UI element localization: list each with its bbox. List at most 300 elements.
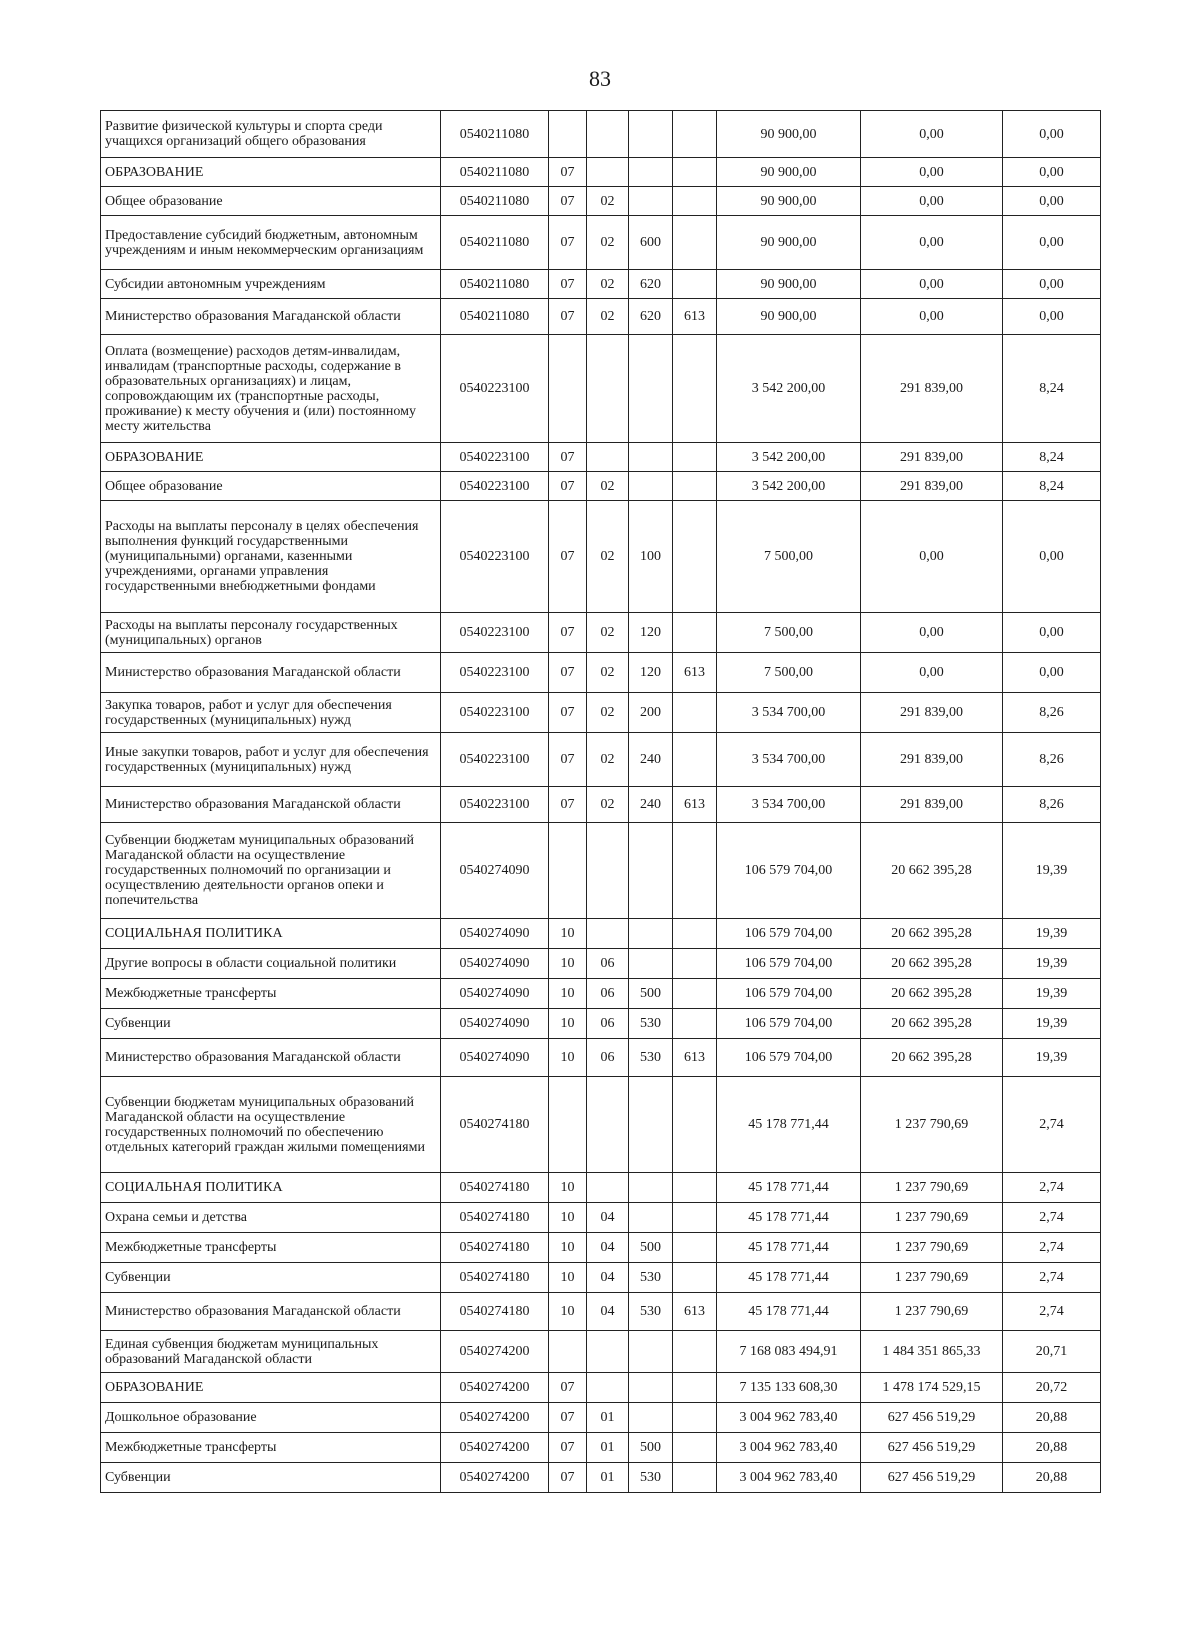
subsection-code: 01 [587, 1403, 629, 1433]
target-article-code: 0540274180 [441, 1263, 549, 1293]
subsection-code: 06 [587, 1009, 629, 1039]
execution-percent: 19,39 [1003, 949, 1101, 979]
administrator-code [673, 472, 717, 501]
row-name: Оплата (возмещение) расходов детям-инвалидам, инвалидам (транспортные расходы, содержание в образовательных организациях) и лицам, сопровождающим их (транспортные расходы, проживание) к месту обучения и (или) постоянному месту жительства [101, 335, 441, 443]
execution-percent: 20,71 [1003, 1331, 1101, 1373]
target-article-code: 0540223100 [441, 653, 549, 693]
administrator-code [673, 1403, 717, 1433]
executed-amount: 20 662 395,28 [861, 949, 1003, 979]
executed-amount: 1 237 790,69 [861, 1263, 1003, 1293]
table-row [101, 1433, 1101, 1463]
table-row [101, 979, 1101, 1009]
executed-amount: 1 237 790,69 [861, 1293, 1003, 1331]
planned-amount: 3 542 200,00 [717, 443, 861, 472]
section-code: 10 [549, 949, 587, 979]
planned-amount: 106 579 704,00 [717, 1009, 861, 1039]
administrator-code: 613 [673, 1293, 717, 1331]
planned-amount: 3 004 962 783,40 [717, 1433, 861, 1463]
execution-percent: 8,26 [1003, 787, 1101, 823]
subsection-code [587, 1373, 629, 1403]
planned-amount: 106 579 704,00 [717, 823, 861, 919]
row-name: Единая субвенция бюджетам муниципальных образований Магаданской области [101, 1331, 441, 1373]
table-row [101, 1077, 1101, 1173]
row-name: Иные закупки товаров, работ и услуг для обеспечения государственных (муниципальных) нужд [101, 733, 441, 787]
planned-amount: 3 534 700,00 [717, 693, 861, 733]
administrator-code [673, 443, 717, 472]
executed-amount: 0,00 [861, 299, 1003, 335]
expense-type-code: 500 [629, 979, 673, 1009]
execution-percent: 20,88 [1003, 1463, 1101, 1493]
expense-type-code: 620 [629, 270, 673, 299]
subsection-code [587, 823, 629, 919]
administrator-code [673, 1077, 717, 1173]
execution-percent: 0,00 [1003, 187, 1101, 216]
table-row [101, 501, 1101, 613]
table-row [101, 1373, 1101, 1403]
expense-type-code: 240 [629, 787, 673, 823]
planned-amount: 7 135 133 608,30 [717, 1373, 861, 1403]
planned-amount: 106 579 704,00 [717, 919, 861, 949]
execution-percent: 19,39 [1003, 919, 1101, 949]
table-row [101, 1203, 1101, 1233]
administrator-code [673, 158, 717, 187]
section-code [549, 1077, 587, 1173]
row-name: СОЦИАЛЬНАЯ ПОЛИТИКА [101, 1173, 441, 1203]
administrator-code [673, 1173, 717, 1203]
executed-amount: 1 237 790,69 [861, 1173, 1003, 1203]
row-name: Министерство образования Магаданской области [101, 787, 441, 823]
table-row [101, 270, 1101, 299]
execution-percent: 2,74 [1003, 1203, 1101, 1233]
row-name: Субвенции [101, 1463, 441, 1493]
subsection-code [587, 111, 629, 158]
execution-percent: 20,88 [1003, 1433, 1101, 1463]
execution-percent: 0,00 [1003, 270, 1101, 299]
section-code: 07 [549, 787, 587, 823]
subsection-code: 02 [587, 187, 629, 216]
planned-amount: 90 900,00 [717, 270, 861, 299]
execution-percent: 2,74 [1003, 1077, 1101, 1173]
target-article-code: 0540223100 [441, 787, 549, 823]
planned-amount: 106 579 704,00 [717, 979, 861, 1009]
section-code: 10 [549, 919, 587, 949]
table-row [101, 111, 1101, 158]
subsection-code [587, 443, 629, 472]
expense-type-code [629, 1331, 673, 1373]
administrator-code [673, 1009, 717, 1039]
row-name: Дошкольное образование [101, 1403, 441, 1433]
section-code: 07 [549, 501, 587, 613]
section-code: 10 [549, 1039, 587, 1077]
section-code: 07 [549, 158, 587, 187]
administrator-code: 613 [673, 653, 717, 693]
expense-type-code: 620 [629, 299, 673, 335]
table-row [101, 1403, 1101, 1433]
executed-amount: 291 839,00 [861, 693, 1003, 733]
target-article-code: 0540274180 [441, 1293, 549, 1331]
table-row [101, 653, 1101, 693]
section-code: 10 [549, 1173, 587, 1203]
planned-amount: 3 534 700,00 [717, 787, 861, 823]
subsection-code: 04 [587, 1233, 629, 1263]
row-name: СОЦИАЛЬНАЯ ПОЛИТИКА [101, 919, 441, 949]
section-code: 07 [549, 1403, 587, 1433]
row-name: Охрана семьи и детства [101, 1203, 441, 1233]
execution-percent: 2,74 [1003, 1173, 1101, 1203]
administrator-code [673, 1203, 717, 1233]
executed-amount: 20 662 395,28 [861, 823, 1003, 919]
expense-type-code: 120 [629, 613, 673, 653]
administrator-code [673, 187, 717, 216]
expense-type-code: 530 [629, 1009, 673, 1039]
expense-type-code [629, 919, 673, 949]
subsection-code: 06 [587, 1039, 629, 1077]
execution-percent: 19,39 [1003, 979, 1101, 1009]
subsection-code: 02 [587, 270, 629, 299]
subsection-code [587, 158, 629, 187]
executed-amount: 0,00 [861, 111, 1003, 158]
planned-amount: 106 579 704,00 [717, 949, 861, 979]
expense-type-code [629, 1403, 673, 1433]
expense-type-code [629, 187, 673, 216]
target-article-code: 0540211080 [441, 216, 549, 270]
section-code: 07 [549, 443, 587, 472]
section-code [549, 335, 587, 443]
executed-amount: 1 237 790,69 [861, 1203, 1003, 1233]
executed-amount: 20 662 395,28 [861, 919, 1003, 949]
execution-percent: 8,24 [1003, 472, 1101, 501]
planned-amount: 90 900,00 [717, 158, 861, 187]
planned-amount: 7 500,00 [717, 613, 861, 653]
planned-amount: 106 579 704,00 [717, 1039, 861, 1077]
row-name: ОБРАЗОВАНИЕ [101, 158, 441, 187]
row-name: Общее образование [101, 187, 441, 216]
expense-type-code: 120 [629, 653, 673, 693]
execution-percent: 0,00 [1003, 111, 1101, 158]
subsection-code [587, 1077, 629, 1173]
expense-type-code: 530 [629, 1263, 673, 1293]
table-row [101, 187, 1101, 216]
planned-amount: 7 500,00 [717, 501, 861, 613]
execution-percent: 19,39 [1003, 1009, 1101, 1039]
row-name: ОБРАЗОВАНИЕ [101, 443, 441, 472]
target-article-code: 0540223100 [441, 733, 549, 787]
section-code: 07 [549, 1463, 587, 1493]
subsection-code: 02 [587, 653, 629, 693]
table-row [101, 1263, 1101, 1293]
table-row [101, 693, 1101, 733]
executed-amount: 20 662 395,28 [861, 1009, 1003, 1039]
table-row [101, 299, 1101, 335]
row-name: Межбюджетные трансферты [101, 979, 441, 1009]
row-name: Министерство образования Магаданской области [101, 1039, 441, 1077]
planned-amount: 90 900,00 [717, 216, 861, 270]
target-article-code: 0540274090 [441, 823, 549, 919]
planned-amount: 3 534 700,00 [717, 733, 861, 787]
subsection-code: 06 [587, 949, 629, 979]
row-name: Другие вопросы в области социальной политики [101, 949, 441, 979]
section-code: 10 [549, 1263, 587, 1293]
executed-amount: 291 839,00 [861, 733, 1003, 787]
section-code [549, 1331, 587, 1373]
expense-type-code [629, 335, 673, 443]
target-article-code: 0540274200 [441, 1463, 549, 1493]
executed-amount: 291 839,00 [861, 443, 1003, 472]
subsection-code: 04 [587, 1293, 629, 1331]
table-row [101, 443, 1101, 472]
table-row [101, 1173, 1101, 1203]
planned-amount: 45 178 771,44 [717, 1263, 861, 1293]
executed-amount: 627 456 519,29 [861, 1463, 1003, 1493]
section-code: 07 [549, 613, 587, 653]
target-article-code: 0540274090 [441, 979, 549, 1009]
target-article-code: 0540274200 [441, 1433, 549, 1463]
subsection-code: 02 [587, 787, 629, 823]
section-code: 10 [549, 1203, 587, 1233]
planned-amount: 45 178 771,44 [717, 1203, 861, 1233]
target-article-code: 0540223100 [441, 472, 549, 501]
execution-percent: 0,00 [1003, 653, 1101, 693]
planned-amount: 45 178 771,44 [717, 1173, 861, 1203]
expense-type-code [629, 158, 673, 187]
administrator-code [673, 979, 717, 1009]
section-code: 07 [549, 1433, 587, 1463]
target-article-code: 0540274180 [441, 1203, 549, 1233]
executed-amount: 627 456 519,29 [861, 1433, 1003, 1463]
execution-percent: 8,26 [1003, 693, 1101, 733]
target-article-code: 0540274090 [441, 919, 549, 949]
table-row [101, 1463, 1101, 1493]
planned-amount: 3 004 962 783,40 [717, 1463, 861, 1493]
section-code: 07 [549, 693, 587, 733]
row-name: Межбюджетные трансферты [101, 1433, 441, 1463]
subsection-code: 02 [587, 299, 629, 335]
row-name: Закупка товаров, работ и услуг для обеспечения государственных (муниципальных) нужд [101, 693, 441, 733]
expense-type-code: 500 [629, 1233, 673, 1263]
row-name: Субвенции [101, 1263, 441, 1293]
target-article-code: 0540223100 [441, 693, 549, 733]
executed-amount: 291 839,00 [861, 472, 1003, 501]
row-name: Субвенции бюджетам муниципальных образований Магаданской области на осуществление государственных полномочий по организации и осуществлению деятельности органов опеки и попечительства [101, 823, 441, 919]
table-row [101, 733, 1101, 787]
table-row [101, 1293, 1101, 1331]
administrator-code [673, 270, 717, 299]
section-code: 10 [549, 1293, 587, 1331]
row-name: Министерство образования Магаданской области [101, 299, 441, 335]
administrator-code: 613 [673, 787, 717, 823]
administrator-code [673, 919, 717, 949]
target-article-code: 0540274090 [441, 949, 549, 979]
row-name: Предоставление субсидий бюджетным, автономным учреждениям и иным некоммерческим организациям [101, 216, 441, 270]
expense-type-code [629, 1173, 673, 1203]
expense-type-code: 240 [629, 733, 673, 787]
administrator-code [673, 1463, 717, 1493]
expense-type-code [629, 443, 673, 472]
target-article-code: 0540274180 [441, 1077, 549, 1173]
administrator-code [673, 501, 717, 613]
planned-amount: 90 900,00 [717, 187, 861, 216]
subsection-code [587, 335, 629, 443]
expense-type-code: 100 [629, 501, 673, 613]
expense-type-code: 530 [629, 1039, 673, 1077]
executed-amount: 0,00 [861, 653, 1003, 693]
subsection-code: 04 [587, 1263, 629, 1293]
expense-type-code [629, 472, 673, 501]
planned-amount: 3 542 200,00 [717, 472, 861, 501]
row-name: Общее образование [101, 472, 441, 501]
administrator-code [673, 1233, 717, 1263]
executed-amount: 0,00 [861, 613, 1003, 653]
execution-percent: 20,88 [1003, 1403, 1101, 1433]
administrator-code [673, 823, 717, 919]
target-article-code: 0540223100 [441, 501, 549, 613]
target-article-code: 0540274090 [441, 1039, 549, 1077]
table-row [101, 949, 1101, 979]
table-row [101, 1039, 1101, 1077]
subsection-code: 01 [587, 1433, 629, 1463]
target-article-code: 0540274200 [441, 1331, 549, 1373]
section-code: 07 [549, 733, 587, 787]
execution-percent: 19,39 [1003, 1039, 1101, 1077]
row-name: Субвенции [101, 1009, 441, 1039]
execution-percent: 0,00 [1003, 216, 1101, 270]
executed-amount: 0,00 [861, 270, 1003, 299]
planned-amount: 7 500,00 [717, 653, 861, 693]
execution-percent: 20,72 [1003, 1373, 1101, 1403]
expense-type-code: 200 [629, 693, 673, 733]
table-row [101, 335, 1101, 443]
expense-type-code: 530 [629, 1463, 673, 1493]
execution-percent: 2,74 [1003, 1293, 1101, 1331]
section-code [549, 111, 587, 158]
table-row [101, 216, 1101, 270]
expense-type-code [629, 1373, 673, 1403]
table-row [101, 919, 1101, 949]
table-row [101, 613, 1101, 653]
subsection-code: 02 [587, 472, 629, 501]
execution-percent: 19,39 [1003, 823, 1101, 919]
section-code: 10 [549, 1009, 587, 1039]
target-article-code: 0540211080 [441, 158, 549, 187]
planned-amount: 45 178 771,44 [717, 1077, 861, 1173]
expense-type-code [629, 1203, 673, 1233]
expense-type-code [629, 1077, 673, 1173]
executed-amount: 0,00 [861, 158, 1003, 187]
target-article-code: 0540274200 [441, 1373, 549, 1403]
execution-percent: 0,00 [1003, 613, 1101, 653]
executed-amount: 1 478 174 529,15 [861, 1373, 1003, 1403]
executed-amount: 0,00 [861, 501, 1003, 613]
administrator-code [673, 693, 717, 733]
row-name: Субсидии автономным учреждениям [101, 270, 441, 299]
target-article-code: 0540274180 [441, 1173, 549, 1203]
row-name: Расходы на выплаты персоналу в целях обеспечения выполнения функций государственными (муниципальными) органами, казенными учреждениями, органами управления государственными внебюджетными фондами [101, 501, 441, 613]
executed-amount: 0,00 [861, 187, 1003, 216]
executed-amount: 291 839,00 [861, 787, 1003, 823]
executed-amount: 0,00 [861, 216, 1003, 270]
target-article-code: 0540211080 [441, 299, 549, 335]
expense-type-code: 530 [629, 1293, 673, 1331]
section-code: 07 [549, 653, 587, 693]
expense-type-code [629, 949, 673, 979]
table-row [101, 1009, 1101, 1039]
target-article-code: 0540223100 [441, 443, 549, 472]
subsection-code [587, 919, 629, 949]
target-article-code: 0540274200 [441, 1403, 549, 1433]
executed-amount: 627 456 519,29 [861, 1403, 1003, 1433]
subsection-code: 02 [587, 216, 629, 270]
section-code: 10 [549, 1233, 587, 1263]
budget-table-body [101, 111, 1101, 1493]
administrator-code: 613 [673, 1039, 717, 1077]
administrator-code: 613 [673, 299, 717, 335]
target-article-code: 0540211080 [441, 270, 549, 299]
planned-amount: 3 542 200,00 [717, 335, 861, 443]
table-row [101, 158, 1101, 187]
target-article-code: 0540223100 [441, 335, 549, 443]
row-name: ОБРАЗОВАНИЕ [101, 1373, 441, 1403]
table-row [101, 1233, 1101, 1263]
execution-percent: 0,00 [1003, 158, 1101, 187]
subsection-code: 02 [587, 501, 629, 613]
section-code: 07 [549, 472, 587, 501]
expense-type-code [629, 823, 673, 919]
subsection-code [587, 1331, 629, 1373]
section-code: 10 [549, 979, 587, 1009]
administrator-code [673, 1331, 717, 1373]
expense-type-code [629, 111, 673, 158]
row-name: Субвенции бюджетам муниципальных образований Магаданской области на осуществление государственных полномочий по обеспечению отдельных категорий граждан жилыми помещениями [101, 1077, 441, 1173]
table-row [101, 787, 1101, 823]
section-code: 07 [549, 216, 587, 270]
target-article-code: 0540274090 [441, 1009, 549, 1039]
expense-type-code: 600 [629, 216, 673, 270]
execution-percent: 2,74 [1003, 1233, 1101, 1263]
page-number: 83 [589, 66, 611, 91]
executed-amount: 1 237 790,69 [861, 1233, 1003, 1263]
administrator-code [673, 1433, 717, 1463]
subsection-code: 01 [587, 1463, 629, 1493]
budget-table [100, 110, 1101, 1493]
execution-percent: 2,74 [1003, 1263, 1101, 1293]
subsection-code [587, 1173, 629, 1203]
subsection-code: 02 [587, 613, 629, 653]
executed-amount: 1 237 790,69 [861, 1077, 1003, 1173]
administrator-code [673, 1373, 717, 1403]
planned-amount: 7 168 083 494,91 [717, 1331, 861, 1373]
executed-amount: 1 484 351 865,33 [861, 1331, 1003, 1373]
expense-type-code: 500 [629, 1433, 673, 1463]
planned-amount: 90 900,00 [717, 111, 861, 158]
planned-amount: 45 178 771,44 [717, 1233, 861, 1263]
row-name: Межбюджетные трансферты [101, 1233, 441, 1263]
target-article-code: 0540211080 [441, 187, 549, 216]
planned-amount: 45 178 771,44 [717, 1293, 861, 1331]
target-article-code: 0540223100 [441, 613, 549, 653]
subsection-code: 02 [587, 733, 629, 787]
executed-amount: 20 662 395,28 [861, 1039, 1003, 1077]
administrator-code [673, 1263, 717, 1293]
row-name: Расходы на выплаты персоналу государственных (муниципальных) органов [101, 613, 441, 653]
execution-percent: 8,26 [1003, 733, 1101, 787]
row-name: Министерство образования Магаданской области [101, 653, 441, 693]
administrator-code [673, 733, 717, 787]
execution-percent: 0,00 [1003, 299, 1101, 335]
executed-amount: 20 662 395,28 [861, 979, 1003, 1009]
table-row [101, 1331, 1101, 1373]
administrator-code [673, 216, 717, 270]
section-code: 07 [549, 187, 587, 216]
